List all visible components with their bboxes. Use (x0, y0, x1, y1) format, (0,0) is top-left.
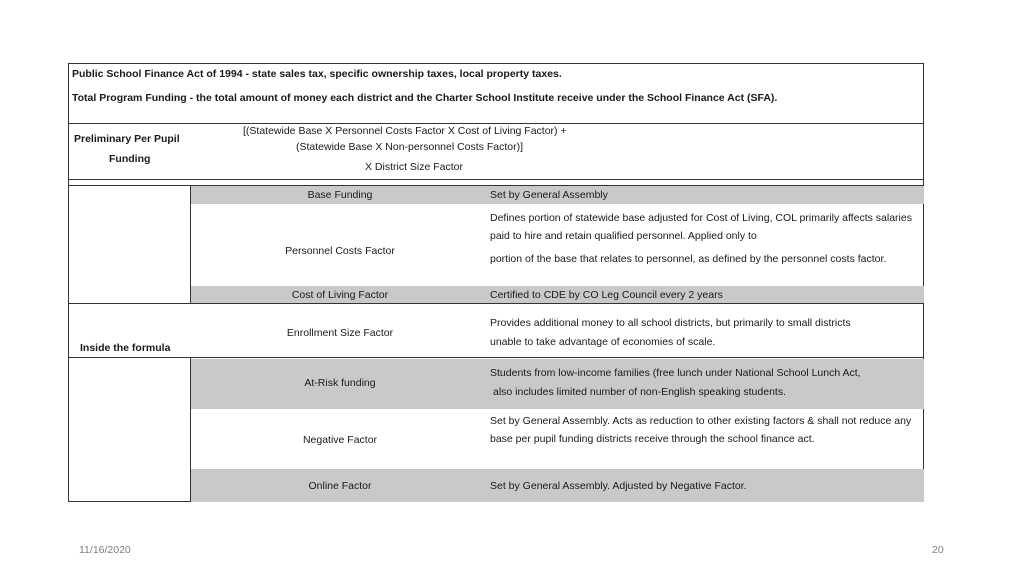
formula-label-line-1: Preliminary Per Pupil (74, 133, 180, 145)
factor-name: Personnel Costs Factor (285, 245, 395, 257)
factor-description: Set by General Assembly. Acts as reduction to other existing factors & shall not reduce any base per pupil funding districts receive through the school finance act. (490, 415, 912, 445)
factor-name: Enrollment Size Factor (286, 327, 394, 339)
factor-description: Defines portion of statewide base adjusted for Cost of Living, COL primarily affects salaries paid to hire and retain qualified personnel. Applied only to (490, 212, 912, 242)
formula-line-1: [(Statewide Base X Personnel Costs Factor X Cost of Living Factor) + (243, 125, 567, 137)
factor-description: also includes limited number of non-English speaking students. (493, 386, 787, 398)
divider (68, 303, 924, 304)
page-number: 20 (932, 544, 944, 556)
formula-label-line-2: Funding (109, 153, 151, 165)
inside-formula-label: Inside the formula (80, 342, 171, 354)
formula-line-3: X District Size Factor (365, 161, 464, 173)
factor-description: Set by General Assembly. Adjusted by Negative Factor. (490, 480, 747, 492)
factor-description: Certified to CDE by CO Leg Council every 2 years (490, 289, 723, 301)
factor-description: Provides additional money to all school districts, but primarily to small districts (490, 317, 851, 329)
divider (68, 179, 924, 180)
header-line-1: Public School Finance Act of 1994 - state sales tax, specific ownership taxes, local property taxes. (72, 68, 562, 80)
divider (68, 185, 924, 186)
footer-date: 11/16/2020 (79, 544, 131, 556)
header-line-2: Total Program Funding - the total amount of money each district and the Charter School Institute receive under the School Finance Act (SFA). (72, 92, 778, 104)
divider (68, 357, 924, 358)
factor-name: Cost of Living Factor (291, 289, 389, 301)
factor-name: At-Risk funding (304, 377, 376, 389)
formula-line-2: (Statewide Base X Non-personnel Costs Factor)] (296, 141, 524, 153)
factor-name: Negative Factor (302, 434, 378, 446)
factor-name: Online Factor (308, 480, 372, 492)
factor-description: Set by General Assembly (490, 189, 608, 201)
factor-description: portion of the base that relates to personnel, as defined by the personnel costs factor. (490, 253, 887, 265)
factor-description: unable to take advantage of economies of scale. (490, 336, 716, 348)
factor-description: Students from low-income families (free lunch under National School Lunch Act, (490, 367, 861, 379)
factor-name: Base Funding (307, 189, 373, 201)
divider (68, 123, 924, 124)
